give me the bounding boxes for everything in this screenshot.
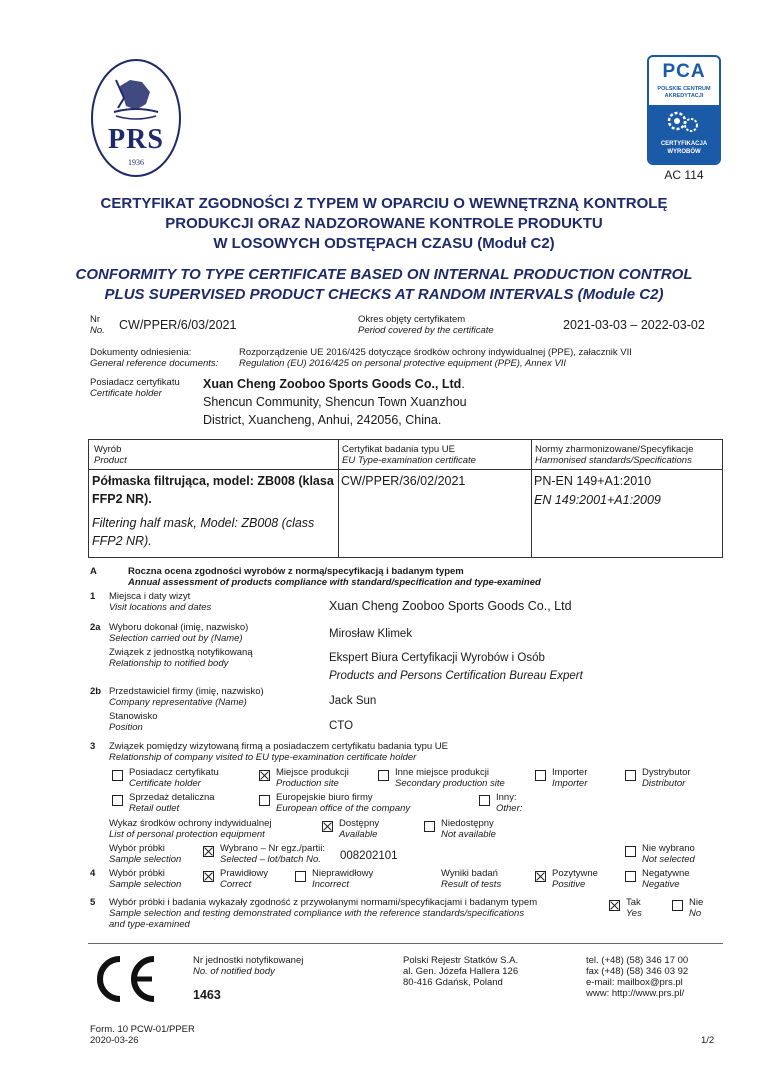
pca-cert-line2: WYROBÓW bbox=[667, 149, 701, 155]
sample-selection-label-pl: Wybór próbki bbox=[109, 843, 165, 854]
holder-label-en: Certificate holder bbox=[90, 388, 162, 399]
visit-location: Xuan Cheng Zooboo Sports Goods Co., Ltd bbox=[329, 599, 572, 613]
table-divider bbox=[338, 440, 339, 557]
accreditation-number: AC 114 bbox=[664, 168, 704, 182]
notified-body-label-pl: Nr jednostki notyfikowanej bbox=[193, 955, 304, 966]
pca-logo-band bbox=[649, 105, 719, 165]
incorrect-label-en: Incorrect bbox=[312, 879, 349, 890]
distributor-label-en: Distributor bbox=[642, 778, 686, 789]
holder-name-dot: . bbox=[461, 377, 465, 391]
section-a-letter: A bbox=[90, 566, 97, 577]
pca-logo-sub2: AKREDYTACJI bbox=[664, 93, 704, 99]
product-name-pl-line1: Półmaska filtrująca, model: ZB008 (klasa bbox=[92, 474, 334, 488]
incorrect-checkbox[interactable] bbox=[295, 871, 306, 882]
ce-mark bbox=[90, 953, 160, 1005]
col-standards-pl: Normy zharmonizowane/Specyfikacje bbox=[535, 444, 694, 455]
relationship-label-pl: Związek z jednostką notyfikowaną bbox=[109, 647, 253, 658]
visit-label-en: Visit locations and dates bbox=[109, 602, 212, 613]
col-eucert-en: EU Type-examination certificate bbox=[342, 455, 476, 466]
prs-logo-text: PRS bbox=[108, 124, 164, 155]
footer-rule bbox=[88, 943, 723, 944]
item-2b-number: 2b bbox=[90, 686, 102, 697]
period-label-pl: Okres objęty certyfikatem bbox=[358, 314, 466, 325]
refdocs-en: Regulation (EU) 2016/425 on personal protective equipment (PPE), Annex VII bbox=[239, 358, 567, 369]
other-checkbox[interactable] bbox=[479, 795, 490, 806]
fax: fax (+48) (58) 346 03 92 bbox=[586, 966, 689, 977]
standard-en: EN 149:2001+A1:2009 bbox=[534, 493, 661, 507]
title-pl-line2: PRODUKCJI ORAZ NADZOROWANE KONTROLE PRODUKTU bbox=[165, 215, 603, 232]
compliance-text-en-line2: and type-examined bbox=[109, 919, 190, 930]
position-label-pl: Stanowisko bbox=[109, 711, 158, 722]
positive-label-pl: Pozytywne bbox=[552, 868, 598, 879]
product-name-en-line2: FFP2 NR). bbox=[92, 534, 152, 548]
selection-by-label-en: Selection carried out by (Name) bbox=[109, 633, 243, 644]
incorrect-label-pl: Nieprawidłowy bbox=[312, 868, 374, 879]
production-site-label-pl: Miejsce produkcji bbox=[276, 767, 349, 778]
org-address-line1: al. Gen. Józefa Hallera 126 bbox=[403, 966, 519, 977]
product-name-en-line1: Filtering half mask, Model: ZB008 (class bbox=[92, 516, 315, 530]
european-office-label-en: European office of the company bbox=[276, 803, 411, 814]
european-office-checkbox[interactable] bbox=[259, 795, 270, 806]
title-pl-line3: W LOSOWYCH ODSTĘPACH CZASU (Moduł C2) bbox=[213, 235, 555, 252]
prs-logo-year: 1936 bbox=[128, 158, 144, 167]
relationship-company-label-en: Relationship of company visited to EU type-examination certificate holder bbox=[109, 752, 417, 763]
eu-cert-number: CW/PPER/36/02/2021 bbox=[341, 474, 466, 488]
no-checkbox[interactable] bbox=[672, 900, 683, 911]
ppe-list-label-pl: Wykaz środków ochrony indywidualnej bbox=[109, 818, 272, 829]
other-label-en: Other: bbox=[496, 803, 523, 814]
visit-label-pl: Miejsca i daty wizyt bbox=[109, 591, 191, 602]
refdocs-label-en: General reference documents: bbox=[90, 358, 219, 369]
product-name-pl-line2: FFP2 NR). bbox=[92, 492, 152, 506]
ce-mark-icon bbox=[90, 953, 160, 1005]
nr-label: Nr bbox=[90, 314, 101, 325]
selection-by-name: Mirosław Klimek bbox=[329, 628, 413, 640]
page-number: 1/2 bbox=[701, 1035, 715, 1046]
representative-label-en: Company representative (Name) bbox=[109, 697, 247, 708]
standard-pl: PN-EN 149+A1:2010 bbox=[534, 474, 652, 488]
importer-checkbox[interactable] bbox=[535, 770, 546, 781]
period-covered: 2021-03-03 – 2022-03-02 bbox=[563, 318, 705, 332]
representative-position: CTO bbox=[329, 720, 354, 732]
sample-check-label-en: Sample selection bbox=[109, 879, 182, 890]
phone: tel. (+48) (58) 346 17 00 bbox=[586, 955, 689, 966]
item-4-number: 4 bbox=[90, 868, 96, 879]
item-5-number: 5 bbox=[90, 897, 96, 908]
sample-selection-label-en: Sample selection bbox=[109, 854, 182, 865]
test-results-label-en: Result of tests bbox=[441, 879, 502, 890]
yes-checkbox[interactable] bbox=[609, 900, 620, 911]
pca-logo-sub1: POLSKIE CENTRUM bbox=[657, 86, 711, 92]
holder-name-text: Xuan Cheng Zooboo Sports Goods Co., Ltd bbox=[203, 377, 462, 391]
title-pl-line1: CERTYFIKAT ZGODNOŚCI Z TYPEM W OPARCIU O WEWNĘTRZNĄ KONTROLĘ bbox=[100, 195, 668, 212]
distributor-label-pl: Dystrybutor bbox=[642, 767, 691, 778]
correct-checkbox[interactable] bbox=[203, 871, 214, 882]
not-available-checkbox[interactable] bbox=[424, 821, 435, 832]
col-eucert-pl: Certyfikat badania typu UE bbox=[342, 444, 456, 455]
no-label: No. bbox=[90, 325, 105, 336]
col-standards-en: Harmonised standards/Specifications bbox=[535, 455, 692, 466]
not-selected-checkbox[interactable] bbox=[625, 846, 636, 857]
relationship-company-label-pl: Związek pomiędzy wizytowaną firmą a posiadaczem certyfikatu badania typu UE bbox=[109, 741, 448, 752]
website[interactable]: www: http://www.prs.pl/ bbox=[586, 988, 685, 999]
test-results-label-pl: Wyniki badań bbox=[441, 868, 498, 879]
selected-label-pl: Wybrano – Nr egz./partii: bbox=[220, 843, 325, 854]
not-selected-label-en: Not selected bbox=[642, 854, 695, 865]
selected-checkbox[interactable] bbox=[203, 846, 214, 857]
available-checkbox[interactable] bbox=[322, 821, 333, 832]
not-available-label-pl: Niedostępny bbox=[441, 818, 494, 829]
period-label-en: Period covered by the certificate bbox=[358, 325, 494, 336]
prs-logo bbox=[90, 58, 182, 178]
relationship-pl: Ekspert Biura Certyfikacji Wyrobów i Osób bbox=[329, 652, 545, 664]
representative-label-pl: Przedstawiciel firmy (imię, nazwisko) bbox=[109, 686, 264, 697]
org-address-line2: 80-416 Gdańsk, Poland bbox=[403, 977, 503, 988]
col-product-en: Product bbox=[94, 455, 127, 466]
relationship-label-en: Relationship to notified body bbox=[109, 658, 229, 669]
representative-name: Jack Sun bbox=[329, 695, 377, 707]
secondary-site-label-en: Secondary production site bbox=[395, 778, 505, 789]
holder-name bbox=[203, 377, 465, 392]
no-label-pl: Nie bbox=[689, 897, 704, 908]
certificate-holder-label-pl: Posiadacz certyfikatu bbox=[129, 767, 219, 778]
batch-number: 008202101 bbox=[340, 850, 398, 862]
compliance-text-en-line1: Sample selection and testing demonstrated compliance with the reference standards/specifications bbox=[109, 908, 525, 919]
yes-label-pl: Tak bbox=[626, 897, 641, 908]
form-number: Form. 10 PCW-01/PPER bbox=[90, 1024, 195, 1035]
importer-label-en: Importer bbox=[552, 778, 588, 789]
item-1-number: 1 bbox=[90, 591, 96, 602]
not-selected-label-pl: Nie wybrano bbox=[642, 843, 695, 854]
positive-checkbox[interactable] bbox=[535, 871, 546, 882]
compliance-text-pl: Wybór próbki i badania wykazały zgodność z przywołanymi normami/specyfikacjami i badanym typem bbox=[109, 897, 538, 908]
available-label-pl: Dostępny bbox=[339, 818, 380, 829]
holder-address-line1: Shencun Community, Shencun Town Xuanzhou bbox=[203, 395, 467, 409]
correct-label-en: Correct bbox=[220, 879, 252, 890]
gears-icon bbox=[649, 105, 719, 137]
certificate-holder-label-en: Certificate holder bbox=[129, 778, 201, 789]
pca-cert-line1: CERTYFIKACJA bbox=[660, 141, 708, 147]
relationship-en: Products and Persons Certification Bureau Expert bbox=[329, 670, 583, 682]
correct-label-pl: Prawidłowy bbox=[220, 868, 269, 879]
distributor-checkbox[interactable] bbox=[625, 770, 636, 781]
position-label-en: Position bbox=[109, 722, 143, 733]
form-date: 2020-03-26 bbox=[90, 1035, 139, 1046]
certificate-holder-checkbox[interactable] bbox=[112, 770, 123, 781]
selection-by-label-pl: Wyboru dokonał (imię, nazwisko) bbox=[109, 622, 249, 633]
pca-logo-text: PCA bbox=[662, 61, 706, 82]
no-label-en: No bbox=[689, 908, 702, 919]
title-en-line2: PLUS SUPERVISED PRODUCT CHECKS AT RANDOM INTERVALS (Module C2) bbox=[104, 286, 664, 303]
yes-label-en: Yes bbox=[626, 908, 642, 919]
other-label-pl: Inny: bbox=[496, 792, 517, 803]
col-product-pl: Wyrób bbox=[94, 444, 122, 455]
certificate-number: CW/PPER/6/03/2021 bbox=[119, 318, 237, 332]
item-3-number: 3 bbox=[90, 741, 96, 752]
item-2a-number: 2a bbox=[90, 622, 101, 633]
negative-checkbox[interactable] bbox=[625, 871, 636, 882]
negative-label-en: Negative bbox=[642, 879, 680, 890]
holder-label-pl: Posiadacz certyfikatu bbox=[90, 377, 180, 388]
notified-body-label-en: No. of notified body bbox=[193, 966, 275, 977]
importer-label-pl: Importer bbox=[552, 767, 588, 778]
table-divider bbox=[531, 440, 532, 557]
european-office-label-pl: Europejskie biuro firmy bbox=[276, 792, 373, 803]
secondary-site-label-pl: Inne miejsce produkcji bbox=[395, 767, 489, 778]
production-site-checkbox[interactable] bbox=[259, 770, 270, 781]
product-table bbox=[88, 439, 723, 558]
available-label-en: Available bbox=[339, 829, 378, 840]
table-header-rule bbox=[89, 469, 722, 470]
holder-address-line2: District, Xuancheng, Anhui, 242056, China. bbox=[203, 413, 442, 427]
retail-outlet-label-pl: Sprzedaż detaliczna bbox=[129, 792, 215, 803]
positive-label-en: Positive bbox=[552, 879, 586, 890]
section-a-title-en: Annual assessment of products compliance with standard/specification and type-examined bbox=[128, 577, 541, 588]
retail-outlet-label-en: Retail outlet bbox=[129, 803, 180, 814]
notified-body-number: 1463 bbox=[193, 988, 221, 1002]
negative-label-pl: Negatywne bbox=[642, 868, 690, 879]
refdocs-pl: Rozporządzenie UE 2016/425 dotyczące środków ochrony indywidualnej (PPE), załacznik VII bbox=[239, 347, 632, 358]
email[interactable]: e-mail: mailbox@prs.pl bbox=[586, 977, 683, 988]
not-available-label-en: Not available bbox=[441, 829, 496, 840]
production-site-label-en: Production site bbox=[276, 778, 339, 789]
org-name: Polski Rejestr Statków S.A. bbox=[403, 955, 519, 966]
retail-outlet-checkbox[interactable] bbox=[112, 795, 123, 806]
section-a-title-pl: Roczna ocena zgodności wyrobów z normą/specyfikacją i badanym typem bbox=[128, 566, 464, 577]
selected-label-en: Selected – lot/batch No. bbox=[220, 854, 321, 865]
sample-check-label-pl: Wybór próbki bbox=[109, 868, 165, 879]
title-en-line1: CONFORMITY TO TYPE CERTIFICATE BASED ON INTERNAL PRODUCTION CONTROL bbox=[75, 266, 693, 283]
pca-logo bbox=[647, 55, 721, 165]
secondary-site-checkbox[interactable] bbox=[378, 770, 389, 781]
refdocs-label-pl: Dokumenty odniesienia: bbox=[90, 347, 192, 358]
ppe-list-label-en: List of personal protection equipment bbox=[109, 829, 265, 840]
